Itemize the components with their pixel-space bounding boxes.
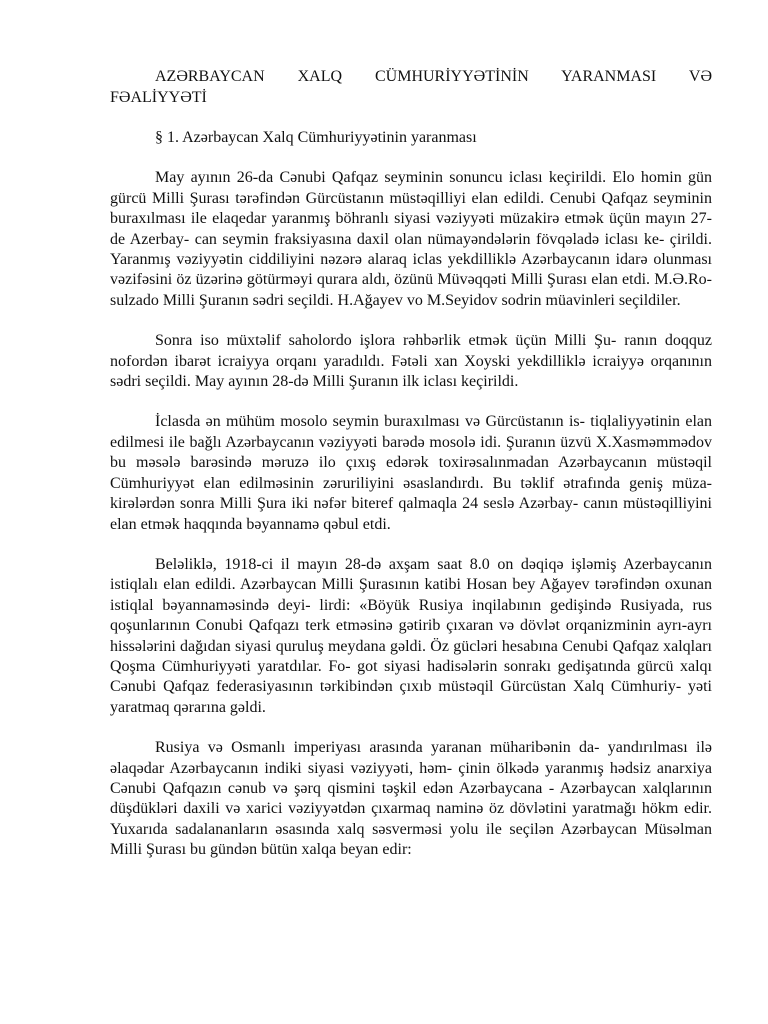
paragraph: Beləliklə, 1918-ci il mayın 28-də axşam saat 8.0 on dəqiqə işləmiş Azerbaycanın istiqlalı elan edildi. Azərbaycan Milli Şurasının katibi Hosan bey Ağayev tərəfindən oxunan istiqlal bəyannaməsində deyi- lirdi: «Böyük Rusiya inqilabının gedişində Rusiyada, rus qoşunlarının Conubi Qafqazı terk etməsinə gətirib çıxaran və dövlət orqanizminin ayrı-ayrı hissələrini dağıdan siyasi quruluş meydana gəldi. Öz gücləri hesabına Cenubi Qafqaz xalqları Qoşma Cümhuriyyəti yaratdılar. Fo- got siyasi hadisələrin sonrakı gedişatında gürcü xalqı Cənubi Qafqaz federasiyasının tərkibindən çıxıb müstəqil Gürcüstan Xalq Cümhuriy- yəti yaratmaq qərarına gəldi. [110,555,712,716]
paragraph: İclasda ən mühüm mosolo seymin buraxılması və Gürcüstanın is- tiqlaliyyətinin elan edilmesi ile bağlı Azərbaycanın vəziyyəti barədə mosolə idi. Şuranın üzvü X.Xasməmmədov bu məsələ barəsində məruzə ilo çıxış edərək toxirəsalınmadan Azərbaycanın müstəqil Cümhuriyyət elan edilməsinin zəruriliyini əsaslandırdı. Bu təklif ətrafında geniş müza- kirələrdən sonra Milli Şura iki nəfər biteref qalmaqla 24 seslə Azərbay- canın müstəqilliyini elan etmək haqqında bəyannamə qəbul etdi. [110,413,712,533]
paragraph: May ayının 26-da Cənubi Qafqaz seyminin sonuncu iclası keçirildi. Elo homin gün gürcü Milli Şurası tərəfindən Gürcüstanın müstəqilliyi elan edildi. Cenubi Qafqaz seyminin buraxılması ile elaqedar yaranmış böhranlı siyasi vəziyyəti müzakirə etmək üçün mayın 27-de Azerbay- can seymin fraksiyasına daxil olan nümayəndələrin fövqəladə iclası ke- çirildi. Yaranmış vəziyyətin ciddiliyini nəzərə alaraq iclas yekdilliklə Azərbaycanın idarə olunması vəzifəsini öz üzərinə götürməyi qurara aldı, özünü Müvəqqəti Milli Şurası elan etdi. M.Ə.Ro- sulzado Milli Şuranın sədri seçildi. H.Ağayev vo M.Seyidov sodrin müavinleri seçildiler. [110,169,712,309]
paragraph: Rusiya və Osmanlı imperiyası arasında yaranan müharibənin da- yandırılması ilə əlaqədar Azərbaycanın indiki siyasi vəziyyəti, həm- çinin ölkədə yaranmış hədsiz anarxiya Cənubi Qafqazın cənub və şərq qismini təşkil edən Azərbaycana - Azərbaycan xalqlarının düşdükləri daxili və xarici vəziyyətdən çıxarmaq naminə öz dövlətini yaratmağı hökm edir. Yuxarıda sadalananların əsasında xalq səsverməsi yolu ile seçilən Azərbaycan Müsəlman Milli Şurası bu gündən bütün xalqa beyan edir: [110,739,712,859]
document-title: AZƏRBAYCAN XALQ CÜMHURİYYƏTİNİN YARANMASI VƏ FƏALİYYƏTİ [110,68,712,106]
document-page [110,66,712,861]
paragraph: Sonra iso müxtəlif saholordo işlora rəhbərlik etmək üçün Milli Şu- ranın doqquz nofordən ibarət icraiyya orqanı yaradıldı. Fətəli xan Xoyski yekdilliklə icraiyyə orqanının sədri seçildi. May ayının 28-də Milli Şuranın ilk iclası keçirildi. [110,332,712,391]
section-heading: § 1. Azərbaycan Xalq Cümhuriyyətinin yaranması [155,129,477,146]
